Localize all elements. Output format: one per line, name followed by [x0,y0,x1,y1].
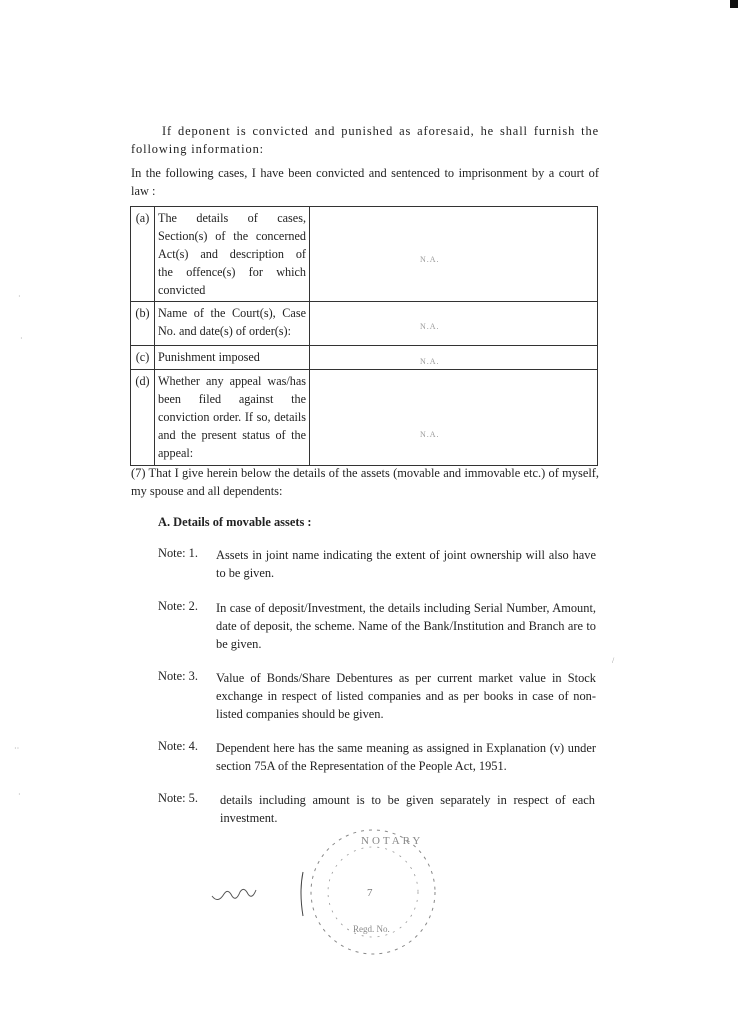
row-label: (b) [131,302,155,346]
row-description: Whether any appeal was/has been filed against the conviction order. If so, details and the present status of the appeal: [155,370,310,466]
table-row [131,346,598,370]
conviction-details-table [130,206,598,466]
svg-text:NOTARY: NOTARY [361,835,424,847]
assets-intro-paragraph: (7) That I give herein below the details of the assets (movable and immovable etc.) of myself, my spouse and all dependents: [131,466,599,498]
row-value-cell [310,207,598,302]
note-text: In case of deposit/Investment, the details including Serial Number, Amount, date of deposit, the scheme. Name of the Bank/Institution and Branch are to be given. [216,601,596,651]
row-label: (c) [131,346,155,370]
row-description: Name of the Court(s), Case No. and date(s) of order(s): [155,302,310,346]
row-value-cell [310,370,598,466]
row-label: (a) [131,207,155,302]
scan-corner-mark [730,0,738,8]
note-label: Note: 1. [158,546,198,560]
row-description: Punishment imposed [155,346,310,370]
row-value: N.A. [420,322,440,331]
table-row [131,207,598,302]
note-label: Note: 3. [158,669,198,683]
row-description: The details of cases, Section(s) of the concerned Act(s) and description of the offence(s) for which convicted [155,207,310,302]
row-value: N.A. [420,430,440,439]
svg-text:7: 7 [367,887,373,899]
scan-speck: · [20,334,23,343]
note-text: Dependent here has the same meaning as assigned in Explanation (v) under section 75A of the Representation of the People Act, 1951. [216,741,596,773]
note-label: Note: 5. [158,791,198,805]
note-text: details including amount is to be given separately in respect of each investment. [220,793,595,825]
row-value: N.A. [420,357,440,366]
scan-speck: · [18,292,21,301]
svg-text:Regd. No.: Regd. No. [353,924,390,934]
scan-speck: ·· [14,744,20,753]
note-text: Value of Bonds/Share Debentures as per current market value in Stock exchange in respect of listed companies and as per books in case of non-listed companies should be given. [216,671,596,721]
note-label: Note: 2. [158,599,198,613]
note-text: Assets in joint name indicating the extent of joint ownership will also have to be given. [216,548,596,580]
row-value: N.A. [420,255,440,264]
signature-mark [210,880,260,908]
table-row [131,302,598,346]
table-row [131,370,598,466]
scan-speck: / [612,656,615,665]
movable-assets-heading: A. Details of movable assets : [158,515,312,529]
row-value-cell [310,346,598,370]
row-value-cell [310,302,598,346]
scan-speck: · [18,790,21,799]
notary-stamp [295,820,455,980]
note-label: Note: 4. [158,739,198,753]
row-label: (d) [131,370,155,466]
conviction-statement-paragraph: In the following cases, I have been convicted and sentenced to imprisonment by a court of law : [131,166,599,198]
conviction-intro-paragraph: If deponent is convicted and punished as aforesaid, he shall furnish the following information: [131,124,599,156]
